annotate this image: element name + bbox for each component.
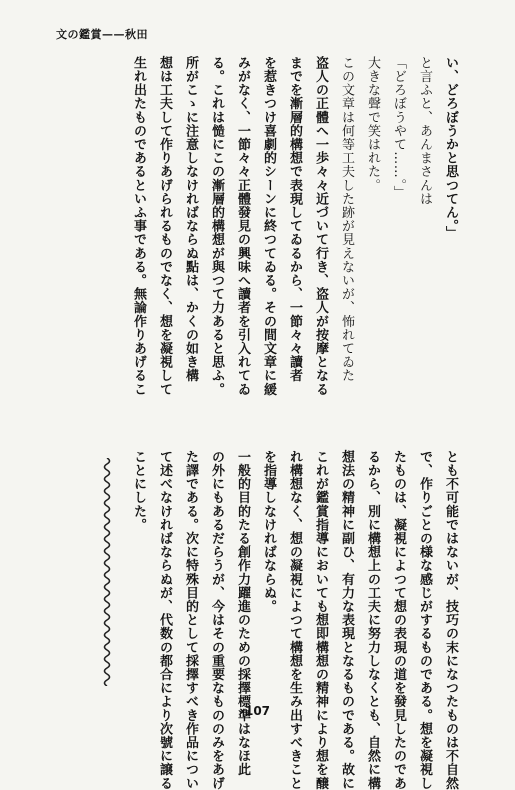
text-column: い、どろぼうかと思つてん。」 [443, 56, 458, 240]
text-column: までを漸層的構想で表現してゐるから、一節々々讀者 [287, 56, 302, 383]
text-column: て述べなければならぬが、代数の都合により次號に譲る [157, 450, 172, 790]
text-column: とも不可能ではないが、技巧の末になつたものは不自然 [443, 450, 458, 790]
text-column: ことにした。 [131, 450, 146, 532]
text-column: 所がこゝに注意しなければならぬ點は、かくの如き構 [183, 56, 198, 383]
text-column: と言ふと、あんまさんは [417, 56, 432, 206]
text-column: 想法の精神に副ひ、有力な表現となるものである。故に [339, 450, 354, 790]
running-head: 文の鑑賞——秋田 [56, 28, 148, 41]
text-column: で、作りごとの様な感じがするものである。想を凝視し [417, 450, 432, 790]
text-column: れ構想なく、想の凝視によつて構想を生み出すべきこと [287, 450, 302, 790]
text-column: みがなく、一節々々正體發見の興味へ讀者を引入れてゐ [235, 56, 250, 396]
text-column: 一般的目的たる創作力躍進のための採擇標準はなほ此 [235, 450, 250, 777]
upper-text-block [119, 56, 457, 396]
text-column: を指導しなければならぬ。 [261, 450, 276, 614]
wavy-divider [100, 458, 114, 686]
text-column: の外にもあるだらうが、今はその重要なもののみをあげ [209, 450, 224, 790]
text-column: るから、別に構想上の工夫に努力しなくとも、自然に構 [365, 450, 380, 790]
text-column: た譯である。次に特殊目的として採擇すべき作品につい [183, 450, 198, 790]
lower-text-block [119, 450, 457, 790]
text-column: たものは、凝視によつて想の表現の道を發見したのであ [391, 450, 406, 790]
text-column: この文章は何等工夫した跡が見えないが、怖れてゐた [339, 56, 354, 383]
text-column: を惹きつけ喜劇的シーンに終つてゐる。その間文章に緩 [261, 56, 276, 396]
text-column: 盗人の正體へ一歩々々近づいて行き、盗人が按摩となる [313, 56, 328, 396]
text-column: これが鑑賞指導においても想即構想の精神により想を醸 [313, 450, 328, 790]
text-column: る。これは慥にこの漸層的構想が與つて力あると思ふ。 [209, 56, 224, 396]
page-number: 107 [244, 704, 271, 718]
text-column: 想は工夫して作りあげられるものでなく、想を凝視して [157, 56, 172, 396]
text-column: 「どろぼうやて……。」 [391, 56, 406, 200]
text-column: 大きな聲で笑はれた。 [365, 56, 380, 192]
text-column: 生れ出たものであるといふ事である。無論作りあげるこ [131, 56, 146, 396]
